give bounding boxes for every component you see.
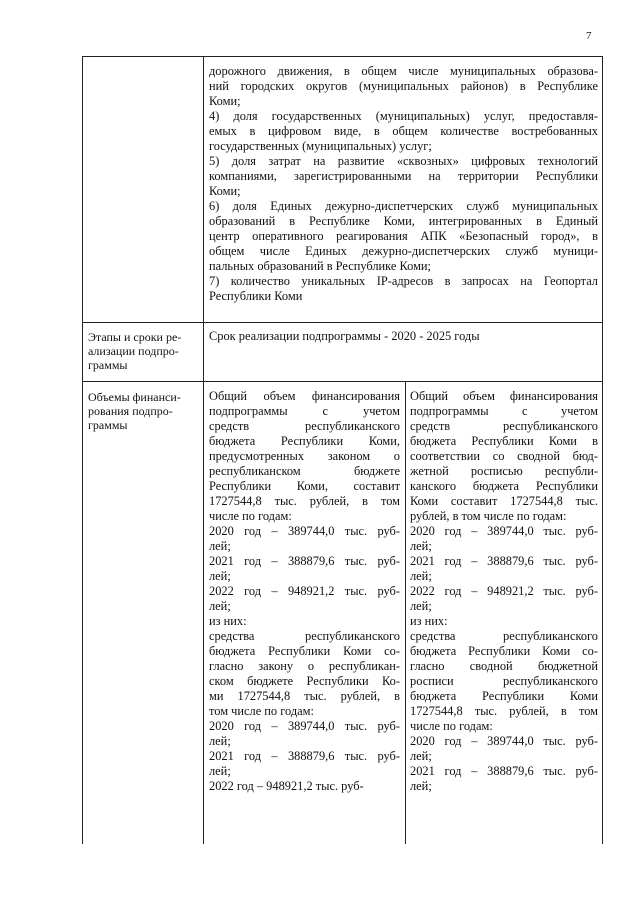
text-line: соответствии со сводной бюд- [410,449,598,463]
text-line: 4) доля государственных (муниципальных) услуг, предоставля- [209,109,598,123]
text-line: средства республиканского [410,629,598,643]
text-line: образований в Республике Коми, интегрированных в Единый [209,214,598,228]
text-line: рублей, в том числе по годам: [410,509,567,523]
text-line: лей; [209,599,231,613]
text-line: общем числе Единых дежурно-диспетчерских служб муници- [209,244,598,258]
text-line: предусмотренных законом о [209,449,400,463]
table-subcolumn-divider [405,381,406,844]
text-line: граммы [88,358,128,372]
table-border-right [602,56,603,844]
text-line: числе по годам: [410,719,493,733]
text-line: Общий объем финансирования [209,389,400,403]
text-line: жетной росписью республи- [410,464,598,478]
text-line: средств республиканского [410,419,598,433]
text-line: бюджета Республики Коми в [410,434,598,448]
table-column-divider [203,56,204,844]
funding-label [88,390,200,432]
text-line: 7) количество уникальных IP-адресов в запросах на Геопортал [209,274,598,288]
text-line: 2020 год – 389744,0 тыс. руб- [410,734,598,748]
text-line: ний городских округов (муниципальных районов) в Республике [209,79,598,93]
row-divider-2 [82,381,603,382]
text-line: 2020 год – 389744,0 тыс. руб- [410,524,598,538]
text-line: граммы [88,418,128,432]
row-divider-1 [82,322,603,323]
text-line: гласно закону о республикан- [209,659,400,673]
text-line: бюджета Республики Коми со- [410,644,598,658]
text-line: средства республиканского [209,629,400,643]
funding-right-text [410,389,598,794]
text-line: том числе по годам: [209,704,314,718]
text-line: лей; [209,734,231,748]
text-line: канского бюджета Республики [410,479,598,493]
text-line: 2021 год – 388879,6 тыс. руб- [410,764,598,778]
text-line: лей; [209,569,231,583]
text-line: ми 1727544,8 тыс. рублей, в [209,689,400,703]
text-line: Коми составит 1727544,8 тыс. [410,494,598,508]
text-line: подпрограммы с учетом [209,404,400,418]
table-border-top [82,56,603,57]
text-line: емых в цифровом виде, в общем количестве востребованных [209,124,598,138]
text-line: лей; [410,569,432,583]
text-line: бюджета Республики Коми [410,689,598,703]
text-line: центр оперативного реагирования АПК «Безопасный город», в [209,229,598,243]
text-line: 2022 год – 948921,2 тыс. руб- [209,779,364,793]
text-line: лей; [410,779,432,793]
text-line: 2022 год – 948921,2 тыс. руб- [209,584,400,598]
text-line: Общий объем финансирования [410,389,598,403]
text-line: ском бюджете Республики Ко- [209,674,400,688]
text-line: 2020 год – 389744,0 тыс. руб- [209,524,400,538]
text-line: Этапы и сроки ре- [88,330,182,344]
text-line: из них: [410,614,448,628]
text-line: лей; [410,599,432,613]
text-line: 1727544,8 тыс. рублей, в том [410,704,598,718]
text-line: бюджета Республики Коми, [209,434,400,448]
text-line: 2022 год – 948921,2 тыс. руб- [410,584,598,598]
text-line: Республики Коми, составит [209,479,400,493]
indicators-cell [209,64,598,304]
text-line: 2021 год – 388879,6 тыс. руб- [209,554,400,568]
text-line: государственных (муниципальных) услуг; [209,139,432,153]
text-line: Коми; [209,184,241,198]
text-line: лей; [410,539,432,553]
text-line: 2021 год – 388879,6 тыс. руб- [410,554,598,568]
text-line: бюджета Республики Коми со- [209,644,400,658]
text-line: пальных образований в Республике Коми; [209,259,431,273]
text-line: компаниями, зарегистрированными на территории Республики [209,169,598,183]
text-line: 6) доля Единых дежурно-диспетчерских служб муниципальных [209,199,598,213]
page-number: 7 [586,30,592,42]
text-line: подпрограммы с учетом [410,404,598,418]
text-line: лей; [410,749,432,763]
text-line: Объемы финанси- [88,390,181,404]
text-line: лей; [209,539,231,553]
text-line: Коми; [209,94,241,108]
table-border-left [82,56,83,844]
text-line: лей; [209,764,231,778]
stages-value: Срок реализации подпрограммы - 2020 - 2025 годы [209,329,480,343]
stages-label [88,330,200,372]
text-line: гласно сводной бюджетной [410,659,598,673]
text-line: числе по годам: [209,509,292,523]
text-line: средств республиканского [209,419,400,433]
text-line: 5) доля затрат на развитие «сквозных» цифровых технологий [209,154,598,168]
text-line: Республики Коми [209,289,303,303]
funding-left-text [209,389,400,794]
text-line: дорожного движения, в общем числе муниципальных образова- [209,64,598,78]
text-line: республиканском бюджете [209,464,400,478]
text-line: 2021 год – 388879,6 тыс. руб- [209,749,400,763]
text-line: ализации подпро- [88,344,179,358]
text-line: росписи республиканского [410,674,598,688]
text-line: 1727544,8 тыс. рублей, в том [209,494,400,508]
text-line: из них: [209,614,247,628]
text-line: 2020 год – 389744,0 тыс. руб- [209,719,400,733]
text-line: рования подпро- [88,404,173,418]
